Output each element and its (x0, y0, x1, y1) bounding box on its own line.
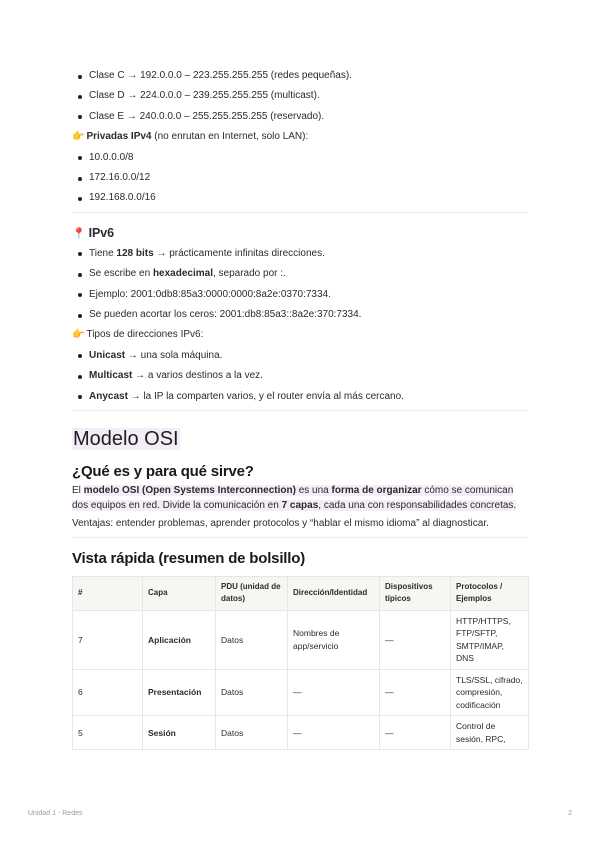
column-header: Dirección/Identidad (288, 576, 380, 610)
ipv6-type-list (72, 346, 528, 407)
list-item: 192.168.0.0/16 (72, 188, 528, 208)
table-cell: Nombres de app/servicio (288, 610, 380, 669)
list-item: 172.16.0.0/12 (72, 168, 528, 188)
osi-subtitle: ¿Qué es y para qué sirve? (72, 463, 254, 481)
osi-title: Modelo OSI (73, 428, 179, 451)
footer-doc-title: Unidad 1 - Redes (28, 810, 83, 817)
divider (72, 212, 528, 213)
osi-table (72, 576, 529, 751)
osi-table-title: Vista rápida (resumen de bolsillo) (72, 549, 305, 567)
table-cell: — (288, 669, 380, 716)
table-cell: — (380, 716, 451, 750)
list-item: Anycast → la IP la comparten varios, y el router envía al más cercano. (72, 387, 528, 407)
osi-intro-paragraph: El modelo OSI (Open Systems Interconnection) es una forma de organizar cómo se comunican dos equipos en red. Divide la comunicación en 7 capas, cada una con responsabilidades concretas. (72, 485, 517, 511)
table-header-row (73, 576, 529, 610)
table-cell: HTTP/HTTPS, FTP/SFTP, SMTP/IMAP, DNS (451, 610, 529, 669)
list-item: 10.0.0.0/8 (72, 148, 528, 168)
column-header: Dispositivos típicos (380, 576, 451, 610)
page-content (72, 66, 528, 750)
osi-advantages: Ventajas: entender problemas, aprender protocolos y “hablar el mismo idioma” al diagnosticar. (72, 517, 489, 529)
private-ipv4-label: Privadas IPv4 (86, 131, 152, 143)
column-header: PDU (unidad de datos) (216, 576, 288, 610)
private-ipv4-note: (no enrutan en Internet, solo LAN): (151, 131, 309, 143)
column-header: Protocolos / Ejemplos (451, 576, 529, 610)
table-cell: Presentación (143, 669, 216, 716)
list-item: Se pueden acortar los ceros: 2001:db8:85a3::8a2e:370:7334. (72, 305, 528, 325)
table-cell: 7 (73, 610, 143, 669)
table-cell: Control de sesión, RPC, (451, 716, 529, 750)
list-item: Clase E → 240.0.0.0 – 255.255.255.255 (reservado). (72, 107, 528, 127)
pin-icon: 📍 (72, 227, 86, 240)
table-row (73, 610, 529, 669)
ipv6-types-heading: 👉 Tipos de direcciones IPv6: (72, 329, 204, 341)
ipv6-heading (72, 223, 528, 244)
table-cell: Datos (216, 610, 288, 669)
table-cell: Datos (216, 669, 288, 716)
list-item: Ejemplo: 2001:0db8:85a3:0000:0000:8a2e:0370:7334. (72, 285, 528, 305)
pointing-hand-icon: 👉 (72, 329, 85, 341)
table-cell: — (380, 669, 451, 716)
private-range-list (72, 148, 528, 209)
ipv6-title: IPv6 (88, 225, 114, 240)
table-cell: Datos (216, 716, 288, 750)
private-ipv4-heading (72, 127, 528, 147)
table-row (73, 669, 529, 716)
list-item: Clase D → 224.0.0.0 – 239.255.255.255 (multicast). (72, 86, 528, 106)
list-item: Se escribe en hexadecimal, separado por :. (72, 264, 528, 284)
table-cell: 5 (73, 716, 143, 750)
column-header: # (73, 576, 143, 610)
list-item: Multicast → a varios destinos a la vez. (72, 366, 528, 386)
table-cell: Sesión (143, 716, 216, 750)
list-item: Unicast → una sola máquina. (72, 346, 528, 366)
table-row (73, 716, 529, 750)
footer-page-number: 2 (568, 810, 572, 817)
pointing-hand-icon: 👉 (72, 131, 85, 143)
table-cell: — (288, 716, 380, 750)
ipv6-bullet-list (72, 244, 528, 326)
column-header: Capa (143, 576, 216, 610)
table-cell: 6 (73, 669, 143, 716)
table-cell: Aplicación (143, 610, 216, 669)
table-cell: TLS/SSL, cifrado, compresión, codificación (451, 669, 529, 716)
ipv4-class-list (72, 66, 528, 127)
list-item: Tiene 128 bits → prácticamente infinitas direcciones. (72, 244, 528, 264)
divider (72, 410, 528, 411)
table-cell: — (380, 610, 451, 669)
list-item: Clase C → 192.0.0.0 – 223.255.255.255 (redes pequeñas). (72, 66, 528, 86)
divider (72, 537, 528, 538)
